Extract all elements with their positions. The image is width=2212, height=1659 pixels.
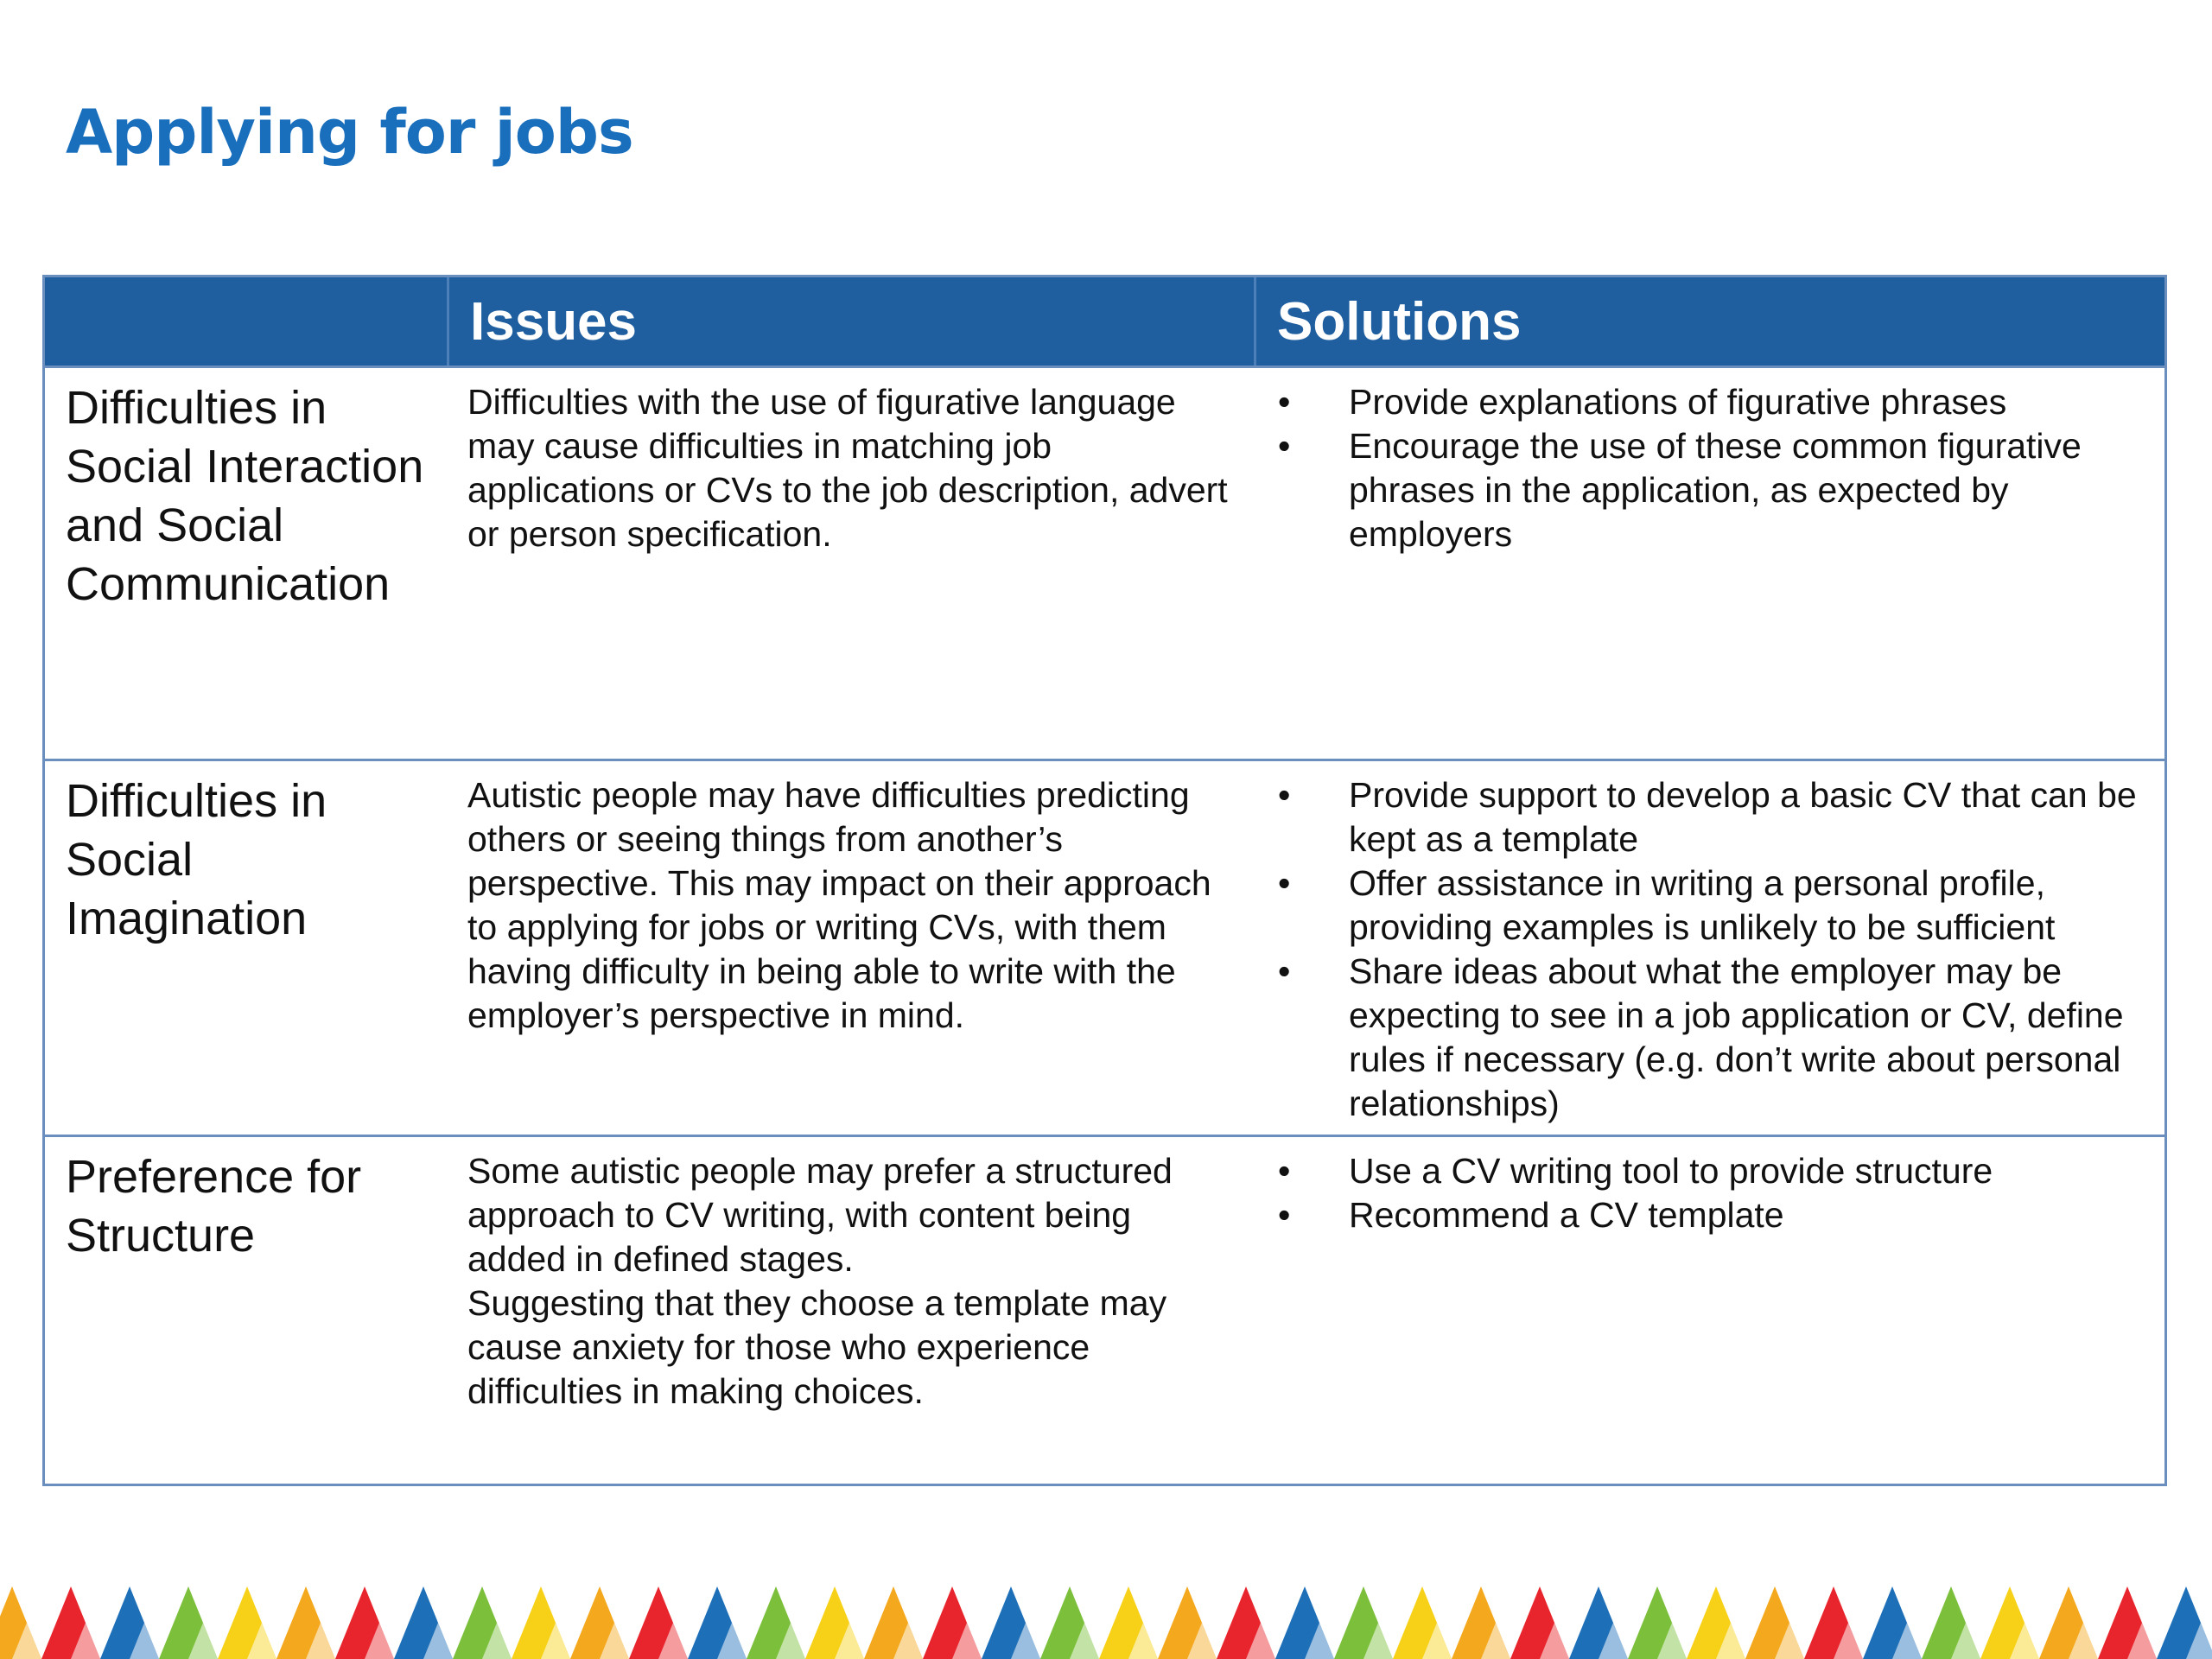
solution-item bbox=[1274, 380, 2147, 424]
decorative-banner bbox=[0, 1580, 2212, 1659]
header-issues: Issues bbox=[447, 277, 1254, 365]
solution-text: Offer assistance in writing a personal profile, providing examples is unlikely to be sufficient bbox=[1349, 863, 2056, 947]
bullet-icon: • bbox=[1278, 1151, 1291, 1191]
solution-item bbox=[1274, 424, 2147, 556]
solutions-list bbox=[1274, 1149, 2147, 1237]
solution-text: Use a CV writing tool to provide structure bbox=[1349, 1151, 1993, 1191]
bullet-icon: • bbox=[1278, 426, 1291, 466]
solution-item bbox=[1274, 1149, 2147, 1193]
row-label: Difficulties in Social Imagination bbox=[45, 759, 447, 1135]
solution-item bbox=[1274, 950, 2147, 1126]
solution-item bbox=[1274, 1193, 2147, 1237]
solutions-cell bbox=[1254, 365, 2164, 759]
table-grid bbox=[45, 277, 2164, 1484]
solution-text: Provide explanations of figurative phrases bbox=[1349, 382, 2007, 422]
solution-text: Provide support to develop a basic CV that can be kept as a template bbox=[1349, 775, 2137, 859]
solutions-list bbox=[1274, 380, 2147, 556]
solutions-list bbox=[1274, 773, 2147, 1126]
solution-text: Recommend a CV template bbox=[1349, 1195, 1784, 1235]
issue-cell: Some autistic people may prefer a structured approach to CV writing, with content being added in defined stages. Suggesting that they choose a template may cause anxiety for those who experience difficulties in making choices. bbox=[447, 1135, 1254, 1484]
header-corner bbox=[45, 277, 447, 365]
solution-text: Share ideas about what the employer may be expecting to see in a job application or CV, define rules if necessary (e.g. don’t write about personal relationships) bbox=[1349, 951, 2124, 1123]
bullet-icon: • bbox=[1278, 775, 1291, 815]
row-label: Difficulties in Social Interaction and Social Communication bbox=[45, 365, 447, 759]
solution-item bbox=[1274, 773, 2147, 861]
bullet-icon: • bbox=[1278, 951, 1291, 991]
issues-solutions-table bbox=[42, 275, 2167, 1486]
solutions-cell bbox=[1254, 1135, 2164, 1484]
slide-title: Applying for jobs bbox=[66, 97, 633, 168]
solution-item bbox=[1274, 861, 2147, 950]
bullet-icon: • bbox=[1278, 1195, 1291, 1235]
row-label: Preference for Structure bbox=[45, 1135, 447, 1484]
solution-text: Encourage the use of these common figurative phrases in the application, as expected by employers bbox=[1349, 426, 2082, 554]
issue-cell: Autistic people may have difficulties predicting others or seeing things from another’s perspective. This may impact on their approach to applying for jobs or writing CVs, with them having difficulty in being able to write with the employer’s perspective in mind. bbox=[447, 759, 1254, 1135]
bullet-icon: • bbox=[1278, 863, 1291, 903]
issue-cell: Difficulties with the use of figurative language may cause difficulties in matching job applications or CVs to the job description, advert or person specification. bbox=[447, 365, 1254, 759]
solutions-cell bbox=[1254, 759, 2164, 1135]
header-solutions: Solutions bbox=[1254, 277, 2164, 365]
bullet-icon: • bbox=[1278, 382, 1291, 422]
